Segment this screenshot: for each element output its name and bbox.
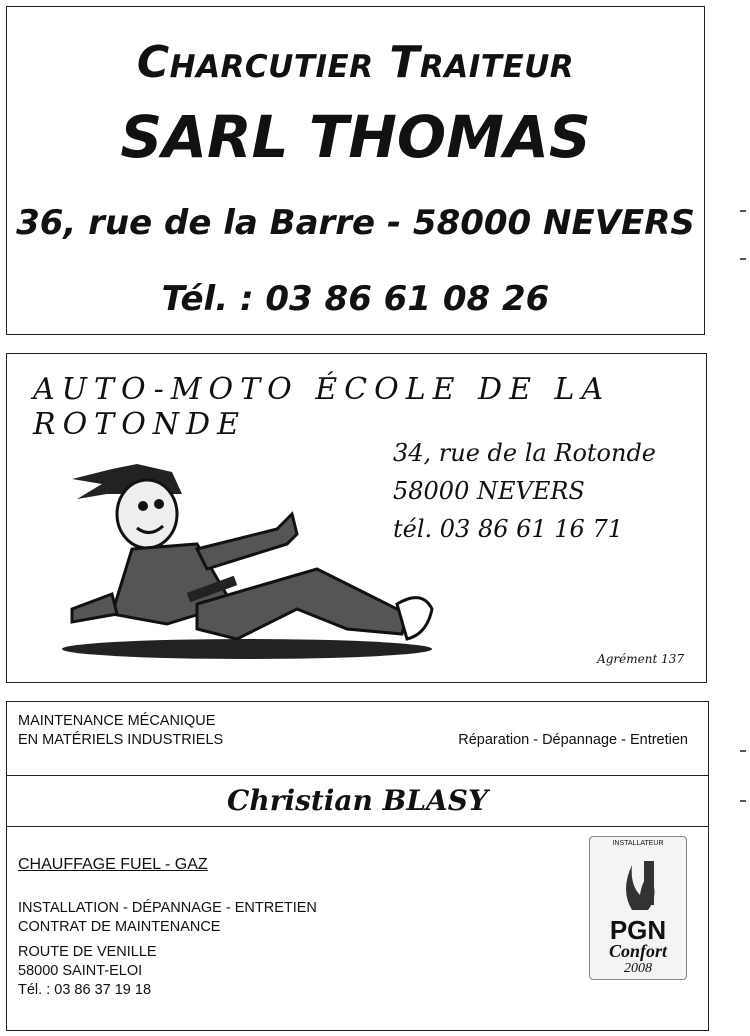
ad3-line-3: ROUTE DE VENILLE	[18, 944, 157, 960]
ad2-address-street: 34, rue de la Rotonde	[393, 439, 657, 467]
ad3-line-5: Tél. : 03 86 37 19 18	[18, 982, 152, 998]
ad2-address-tel: tél. 03 86 61 16 71	[393, 515, 623, 543]
ad-auto-ecole	[6, 353, 707, 683]
page-edge-mark	[740, 258, 746, 260]
page-edge-mark	[740, 210, 746, 212]
ad3-services: Réparation - Dépannage - Entretien	[458, 732, 688, 748]
logo-year: 2008	[624, 961, 652, 976]
page-edge-mark	[740, 800, 746, 802]
ad3-top-line-1: MAINTENANCE MÉCANIQUE	[18, 713, 216, 729]
ad2-address-city: 58000 NEVERS	[393, 477, 585, 505]
page-edge-mark	[740, 750, 746, 752]
ad2-title: AUTO-MOTO ÉCOLE DE LA ROTONDE	[33, 372, 611, 442]
pgn-confort-logo	[589, 836, 687, 980]
ad3-line-4: 58000 SAINT-ELOI	[18, 963, 143, 979]
ad1-telephone: Tél. : 03 86 61 08 26	[161, 279, 550, 319]
ad3-name: Christian BLASY	[227, 784, 488, 817]
logo-brand: PGN	[609, 915, 667, 945]
ad-charcutier	[6, 6, 705, 335]
ad3-section-title: CHAUFFAGE FUEL - GAZ	[18, 856, 208, 873]
ad3-top-lines	[18, 712, 223, 750]
flame-icon	[620, 855, 660, 913]
ad-christian-blasy	[6, 701, 709, 1031]
ad3-line-2: CONTRAT DE MAINTENANCE	[18, 919, 221, 935]
ad2-agreement: Agrément 137	[597, 652, 684, 666]
logo-word: Confort	[608, 941, 668, 961]
ad3-line-1: INSTALLATION - DÉPANNAGE - ENTRETIEN	[18, 900, 317, 916]
cartoon-boy-illustration	[47, 454, 437, 664]
logo-top-text: INSTALLATEUR	[612, 840, 664, 847]
ad3-top-line-2: EN MATÉRIELS INDUSTRIELS	[18, 732, 224, 748]
ad3-name-band	[6, 775, 709, 827]
ad1-name: SARL THOMAS	[120, 103, 591, 171]
ad1-address: 36, rue de la Barre - 58000 NEVERS	[16, 203, 695, 243]
ad1-title: Charcutier Traiteur	[136, 37, 575, 88]
